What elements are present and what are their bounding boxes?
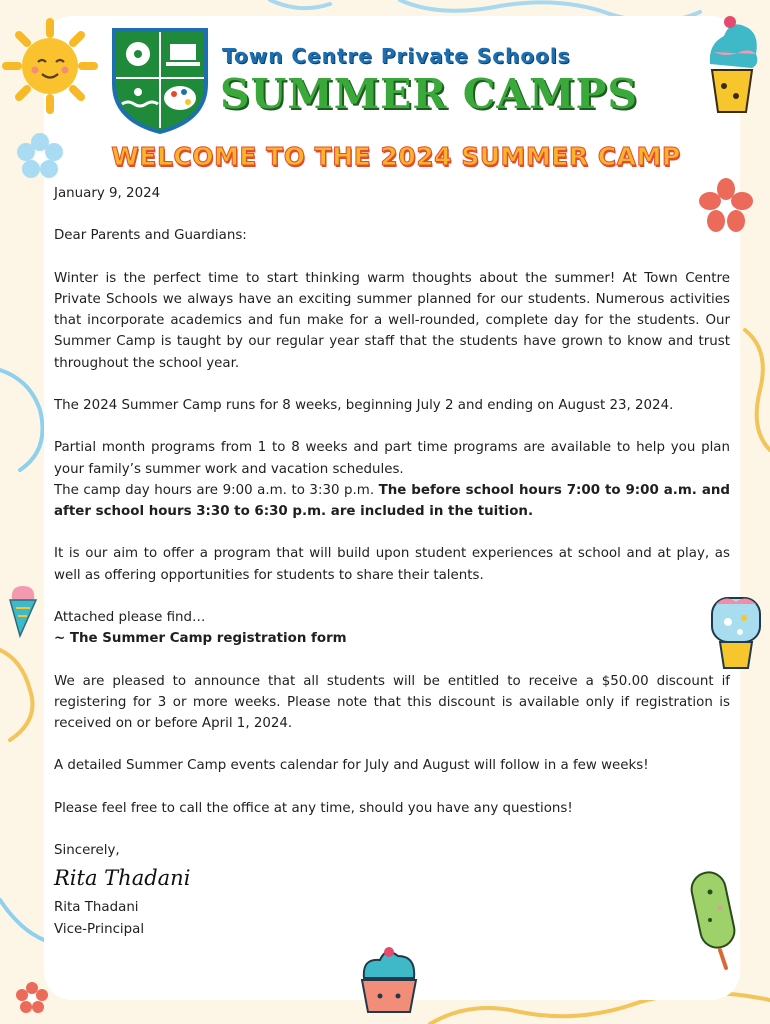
letter-salutation: Dear Parents and Guardians: — [54, 228, 247, 244]
discount-paragraph: We are pleased to announce that all students will be entitled to receive a $50.00 discount if registering for 3 or more weeks. Please note that this discount is available only if registration is received on or before April 1, 2024. — [54, 673, 730, 731]
attached-intro: Attached please find… — [54, 609, 206, 625]
signer-title: Vice-Principal — [54, 921, 145, 937]
ice-cream-cone-icon — [6, 582, 40, 638]
intro-paragraph: Winter is the perfect time to start thinking warm thoughts about the summer! At Town Centre Private Schools we always have an exciting summer planned for our students. Numerous activities that incorporate academics and fun make for a well-rounded, complete day for the students. Our Summer Camp is taught by our regular year staff that the students have grown to know and trust throughout the school year. — [54, 270, 730, 371]
signer-name: Rita Thadani — [54, 900, 139, 916]
cupcake-icon — [356, 944, 422, 1016]
contact-paragraph: Please feel free to call the office at any time, should you have any questions! — [54, 800, 573, 816]
letter-body — [54, 183, 730, 940]
closing: Sincerely, — [54, 843, 120, 859]
aim-paragraph: It is our aim to offer a program that will build upon student experiences at school and at play, as well as offering opportunities for students to share their talents. — [54, 546, 730, 583]
hours-text: The camp day hours are 9:00 a.m. to 3:30 p.m. — [54, 482, 375, 498]
school-crest-logo — [108, 24, 212, 136]
attached-item: ~ The Summer Camp registration form — [54, 631, 347, 647]
wavy-line-left — [0, 370, 43, 470]
blue-flower-icon — [14, 130, 66, 182]
ice-cream-cup-icon — [700, 14, 764, 118]
welcome-banner: WELCOME TO THE 2024 SUMMER CAMP — [111, 142, 681, 171]
handwritten-signature: Rita Thadani — [54, 866, 191, 891]
wavy-line-bottom-left — [0, 900, 44, 940]
hours-bold-text: The before school hours 7:00 to 9:00 a.m. and after school hours 3:30 to 6:30 p.m. are included in the tuition. — [54, 482, 730, 519]
signer-block — [54, 897, 730, 939]
calendar-paragraph: A detailed Summer Camp events calendar for July and August will follow in a few weeks! — [54, 758, 649, 774]
attachments — [54, 607, 730, 649]
programs-text: Partial month programs from 1 to 8 weeks and part time programs are available to help you plan your family’s summer work and vacation schedules. — [54, 440, 730, 477]
paint-palette-icon — [164, 86, 196, 110]
programs-paragraph — [54, 437, 730, 522]
program-title: SUMMER CAMPS — [220, 70, 638, 118]
wavy-line-left-2 — [0, 650, 33, 740]
dates-paragraph: The 2024 Summer Camp runs for 8 weeks, beginning July 2 and ending on August 23, 2024. — [54, 397, 674, 413]
small-coral-flower-icon — [14, 980, 50, 1016]
laptop-icon — [170, 44, 196, 60]
smiling-sun-icon — [2, 18, 98, 114]
letter-date: January 9, 2024 — [54, 186, 161, 201]
wavy-line-right — [745, 330, 770, 450]
school-name: Town Centre Private Schools — [222, 44, 571, 68]
